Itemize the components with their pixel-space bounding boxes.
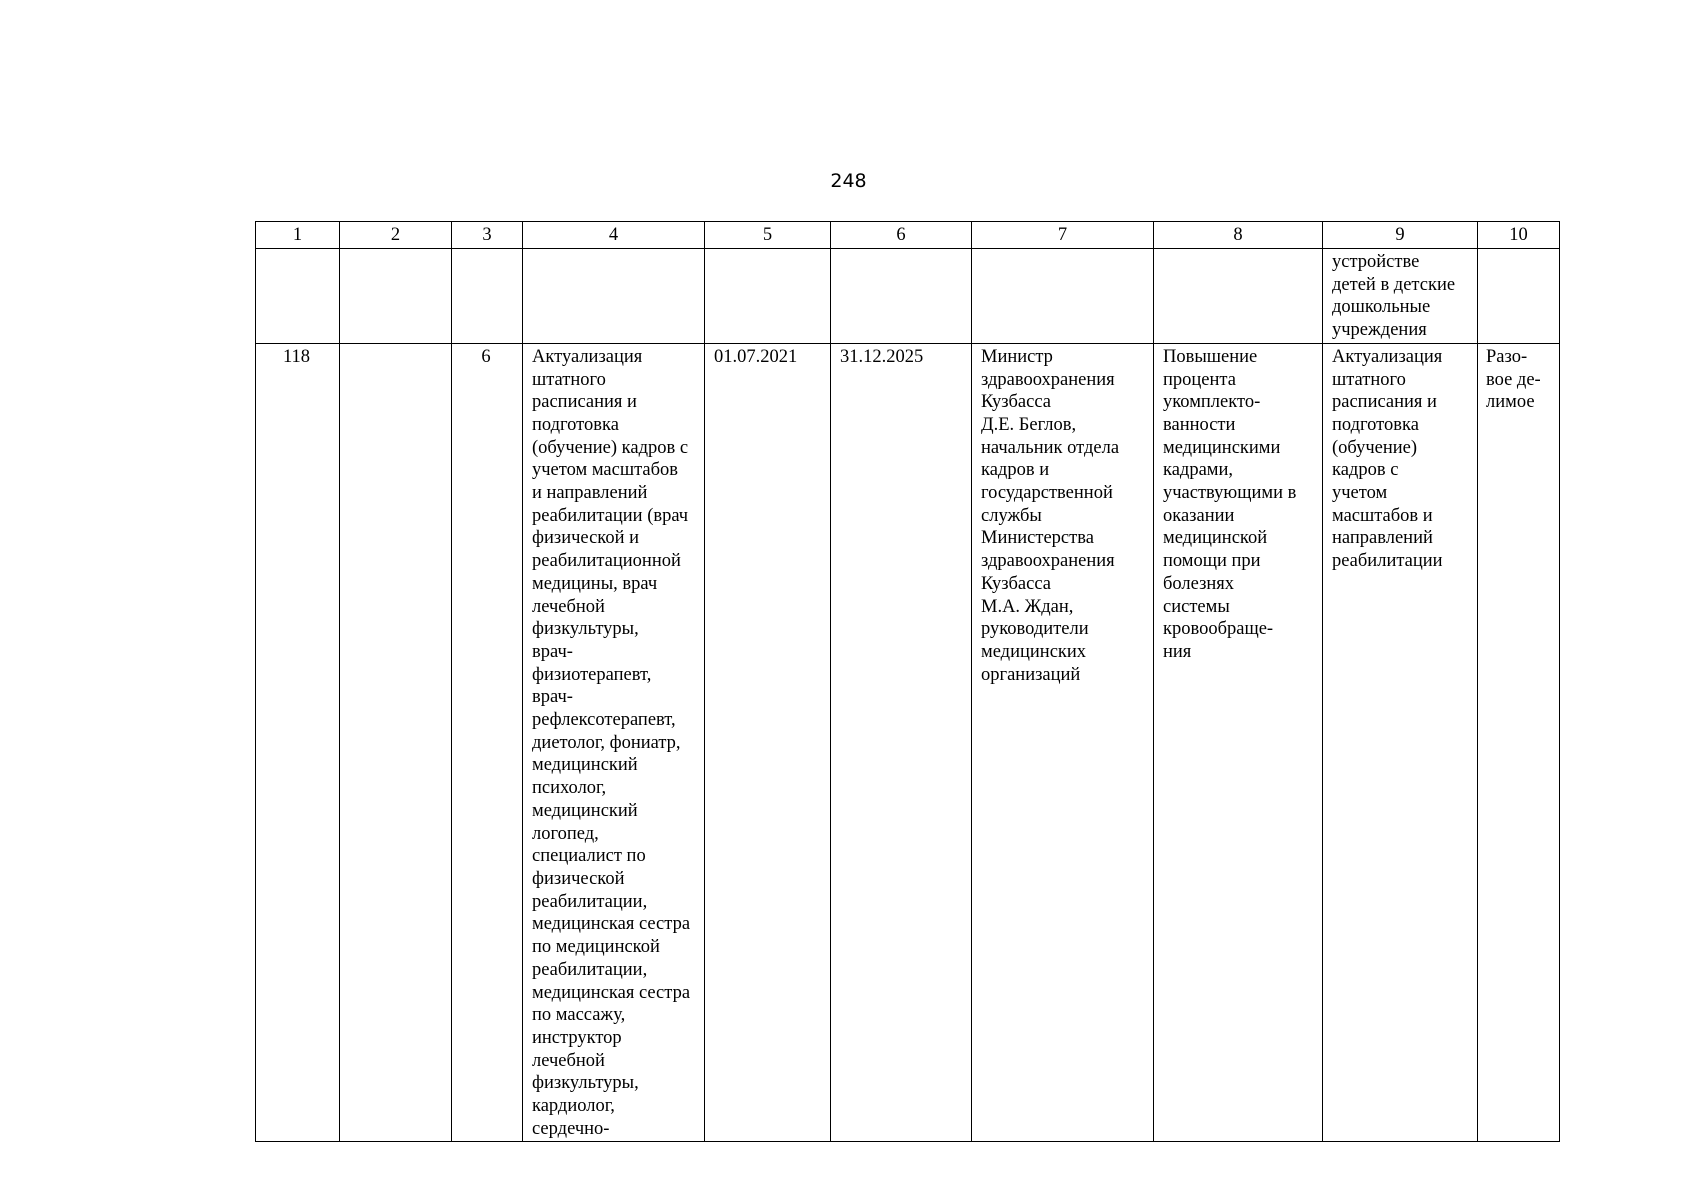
text-line: участвующими в [1163,483,1297,504]
text-line: Министр [981,346,1053,367]
text-line: реабилитации (врач [532,505,689,526]
text-line: реабилитации, [532,959,648,980]
text-line: руководители [981,619,1089,640]
text-line: штатного [1332,369,1406,390]
text-line: физической и [532,528,640,549]
text-line: медицинский [532,755,638,776]
text-line: специалист по [532,846,646,867]
text-line: детей в детские [1332,274,1456,295]
column-header-8: 8 [1154,222,1323,249]
plan-table [255,221,1560,1142]
cell-empty [831,249,972,344]
column-2-cell [340,343,452,1142]
text-line: медицинскими [1163,437,1281,458]
column-header-4: 4 [523,222,705,249]
text-line: кадрами, [1163,460,1234,481]
cell-empty [523,249,705,344]
text-line: масштабов и [1332,505,1433,526]
text-line: медицинская сестра [532,982,691,1003]
description-cell [1323,343,1478,1142]
text-line: по медицинской [532,937,660,958]
text-line: лимое [1486,392,1535,413]
text-line: диетолог, фониатр, [532,732,681,753]
text-line: вое де- [1486,369,1541,390]
text-line: медицинской [1163,528,1268,549]
text-line: инструктор [532,1027,622,1048]
text-line: Повышение [1163,346,1258,367]
text-line: Д.Е. Беглов, [981,414,1077,435]
text-line: медицинский [532,800,638,821]
text-line: физкультуры, [532,1073,639,1094]
text-line: укомплекто- [1163,392,1261,413]
text-line: Актуализация [1332,346,1443,367]
text-line: и направлений [532,483,648,504]
end-date-cell: 31.12.2025 [831,343,972,1142]
text-line: физиотерапевт, [532,664,652,685]
text-line: помощи при [1163,551,1261,572]
text-line: начальник отдела [981,437,1120,458]
continuation-row [256,249,1560,344]
text-line: кадров с [1332,460,1399,481]
text-line: лечебной [532,596,605,617]
text-line: кардиолог, [532,1096,615,1117]
text-line: расписания и [1332,392,1437,413]
result-cell [1154,343,1323,1142]
cell-empty [452,249,523,344]
column-number-row [256,222,1560,249]
text-line: М.А. Ждан, [981,596,1074,617]
text-line: системы [1163,596,1230,617]
text-line: расписания и [532,392,637,413]
column-header-2: 2 [340,222,452,249]
responsible-cell [972,343,1154,1142]
text-line: физкультуры, [532,619,639,640]
text-line: Разо- [1486,346,1528,367]
text-line: рефлексотерапевт, [532,710,676,731]
text-line: штатного [532,369,606,390]
text-line: ванности [1163,414,1236,435]
text-line: службы [981,505,1042,526]
text-line: (обучение) кадров с [532,437,689,458]
continuation-text-cell [1323,249,1478,344]
text-line: учетом [1332,483,1388,504]
column-header-6: 6 [831,222,972,249]
event-cell [523,343,705,1142]
text-line: (обучение) [1332,437,1418,458]
type-cell [1478,343,1560,1142]
text-line: учетом масштабов [532,460,679,481]
column-header-10: 10 [1478,222,1560,249]
text-line: медицинских [981,641,1087,662]
text-line: медицины, врач [532,573,658,594]
text-line: подготовка [1332,414,1419,435]
text-line: реабилитационной [532,551,681,572]
text-line: организаций [981,664,1081,685]
text-line: лечебной [532,1050,605,1071]
text-line: оказании [1163,505,1235,526]
text-line: учреждения [1332,320,1427,341]
column-header-7: 7 [972,222,1154,249]
text-line: болезнях [1163,573,1235,594]
text-line: дошкольные [1332,297,1431,318]
column-header-3: 3 [452,222,523,249]
cell-empty [340,249,452,344]
start-date-cell: 01.07.2021 [705,343,831,1142]
column-header-5: 5 [705,222,831,249]
text-line: подготовка [532,414,619,435]
text-line: реабилитации [1332,551,1443,572]
row-number-cell: 118 [256,343,340,1142]
text-line: по массажу, [532,1005,626,1026]
text-line: кадров и [981,460,1050,481]
text-line: медицинская сестра [532,914,691,935]
text-line: кровообраще- [1163,619,1274,640]
text-line: Кузбасса [981,573,1051,594]
text-line: логопед, [532,823,599,844]
text-line: направлений [1332,528,1433,549]
text-line: Министерства [981,528,1094,549]
cell-empty [972,249,1154,344]
text-line: физической [532,868,625,889]
column-header-1: 1 [256,222,340,249]
text-line: здравоохранения [981,369,1115,390]
text-line: ния [1163,641,1192,662]
column-header-9: 9 [1323,222,1478,249]
table-row-118 [256,343,1560,1142]
text-line: психолог, [532,778,607,799]
page-number: 248 [830,170,867,192]
text-line: врач- [532,641,573,662]
text-line: Актуализация [532,346,643,367]
text-line: устройстве [1332,252,1420,272]
text-line: реабилитации, [532,891,648,912]
text-line: процента [1163,369,1236,390]
cell-empty [1154,249,1323,344]
text-line: государственной [981,483,1113,504]
cell-empty [705,249,831,344]
cell-empty [1478,249,1560,344]
text-line: здравоохранения [981,551,1115,572]
text-line: врач- [532,687,573,708]
cell-empty [256,249,340,344]
text-line: Кузбасса [981,392,1051,413]
column-3-cell: 6 [452,343,523,1142]
text-line: сердечно- [532,1118,610,1139]
